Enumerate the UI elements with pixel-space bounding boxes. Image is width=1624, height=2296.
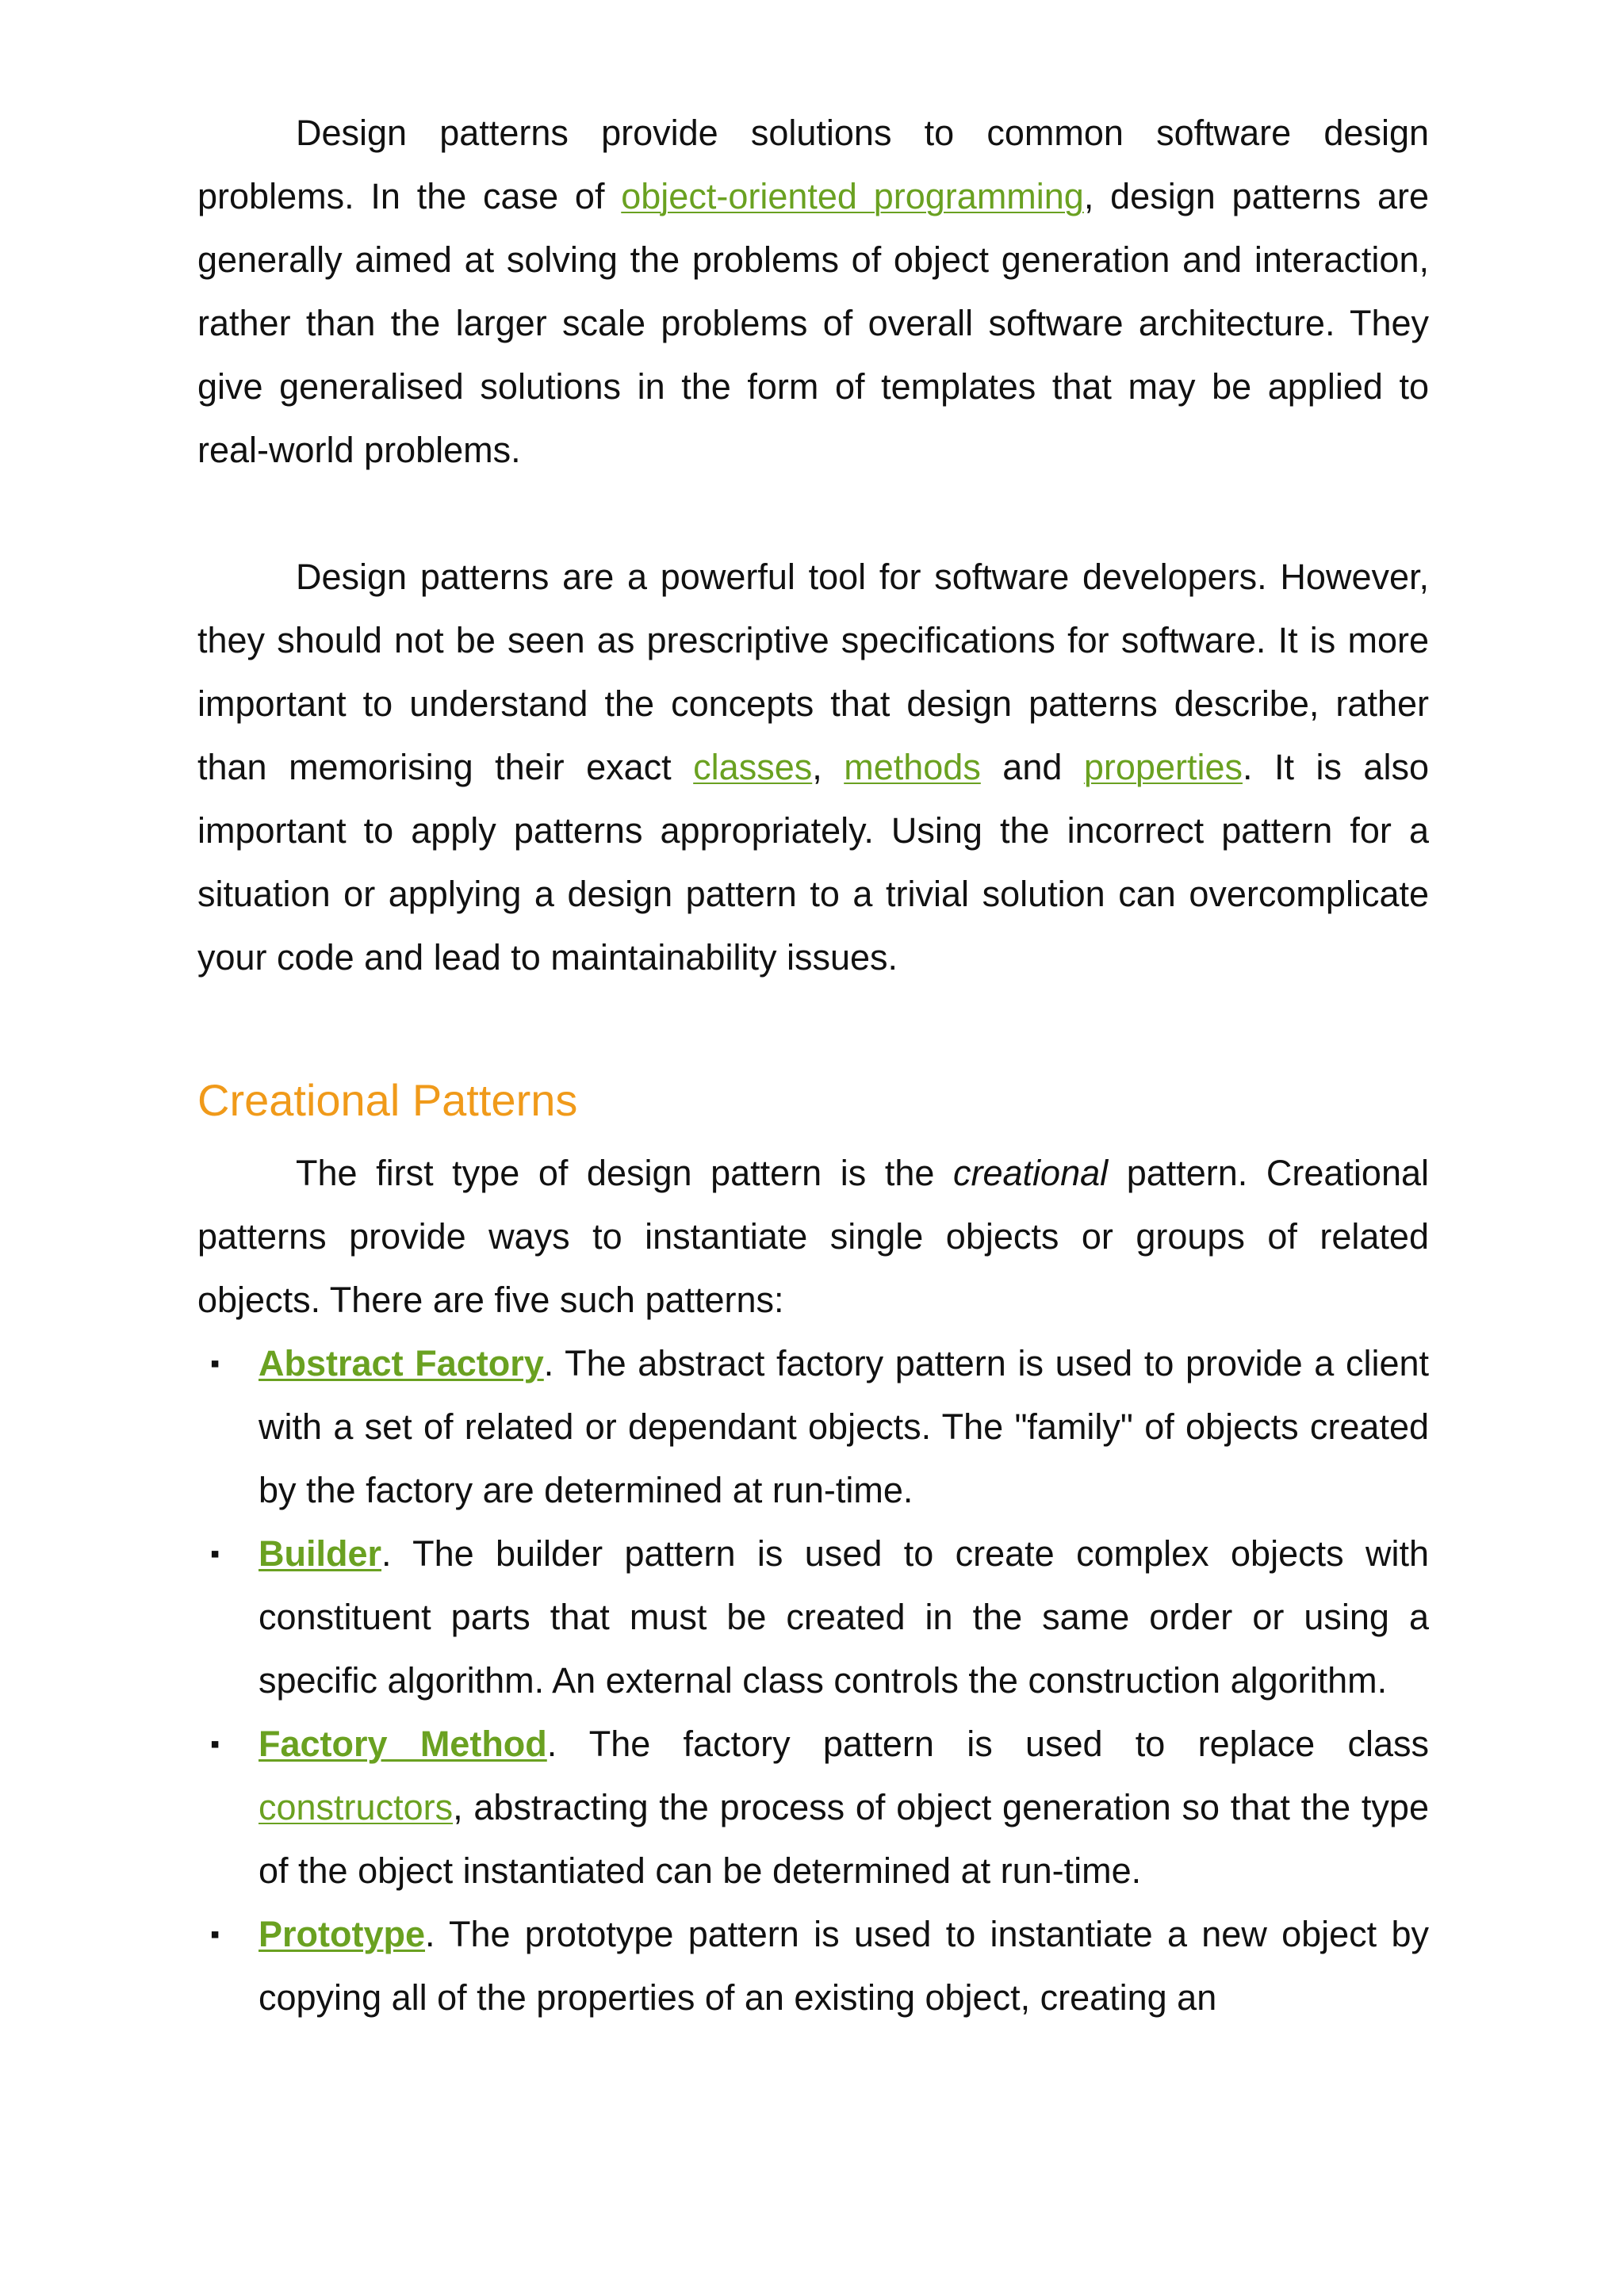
section-heading-creational-patterns: Creational Patterns <box>197 1075 578 1125</box>
link-methods[interactable]: methods <box>844 747 981 787</box>
bullet-icon: ▪ <box>210 1729 220 1759</box>
creational-intro-text-end: pattern. Creational patterns provide ways to instantiate single objects or groups of related objects. There are five such patterns: <box>197 1153 1429 1320</box>
prototype-description: . The prototype pattern is used to instantiate a new object by copying all of the properties of an existing object, creating an <box>259 1914 1429 2018</box>
intro-paragraph-2-text-start: Design patterns are a powerful tool for software developers. However, they should not be seen as prescriptive specifications for software. It is more important to understand the concepts that design patterns describe, rather than memorising their exact <box>197 557 1429 787</box>
list-item-factory-method <box>197 1712 1429 1903</box>
bullet-icon: ▪ <box>210 1349 220 1379</box>
list-item-builder <box>197 1522 1429 1712</box>
intro-paragraph-1 <box>197 101 1429 482</box>
paragraph-spacer <box>197 482 1429 545</box>
link-properties[interactable]: properties <box>1083 747 1243 787</box>
creational-patterns-list <box>197 1332 1429 2030</box>
document-body <box>197 101 1429 2030</box>
link-object-oriented-programming[interactable]: object-oriented programming <box>621 176 1084 216</box>
creational-intro-text-start: The first type of design pattern is the <box>296 1153 953 1193</box>
builder-description: . The builder pattern is used to create complex objects with constituent parts that must be created in the same order or using a specific algorithm. An external class controls the construction algorithm. <box>259 1533 1429 1701</box>
separator-comma: , <box>812 747 845 787</box>
link-builder[interactable]: Builder <box>259 1533 382 1574</box>
list-item-abstract-factory <box>197 1332 1429 1522</box>
link-constructors[interactable]: constructors <box>259 1787 454 1827</box>
intro-paragraph-1-text-start: Design patterns provide solutions to common software design problems. In the case of <box>197 113 1429 216</box>
separator-and: and <box>980 747 1084 787</box>
creational-emphasis: creational <box>953 1153 1109 1193</box>
link-prototype[interactable]: Prototype <box>259 1914 426 1954</box>
bullet-icon: ▪ <box>210 1919 220 1950</box>
creational-intro-paragraph <box>197 1142 1429 1332</box>
factory-method-description-start: . The factory pattern is used to replace class <box>546 1724 1429 1764</box>
abstract-factory-description: . The abstract factory pattern is used to provide a client with a set of related or dependant objects. The "family" of objects created by the factory are determined at run-time. <box>259 1343 1430 1510</box>
link-classes[interactable]: classes <box>693 747 813 787</box>
link-factory-method[interactable]: Factory Method <box>259 1724 547 1764</box>
factory-method-description-end: , abstracting the process of object generation so that the type of the object instantiated can be determined at run-time. <box>259 1787 1429 1891</box>
intro-paragraph-2 <box>197 545 1429 989</box>
intro-paragraph-2-text-end: . It is also important to apply patterns appropriately. Using the incorrect pattern for a situation or applying a design pattern to a trivial solution can overcomplicate your code and lead to maintainability issues. <box>197 747 1429 978</box>
bullet-icon: ▪ <box>210 1539 220 1569</box>
list-item-prototype <box>197 1903 1429 2030</box>
link-abstract-factory[interactable]: Abstract Factory <box>259 1343 544 1383</box>
intro-paragraph-1-text-end: , design patterns are generally aimed at solving the problems of object generation and interaction, rather than the larger scale problems of overall software architecture. They give generalised solutions in the form of templates that may be applied to real-world problems. <box>197 176 1429 470</box>
